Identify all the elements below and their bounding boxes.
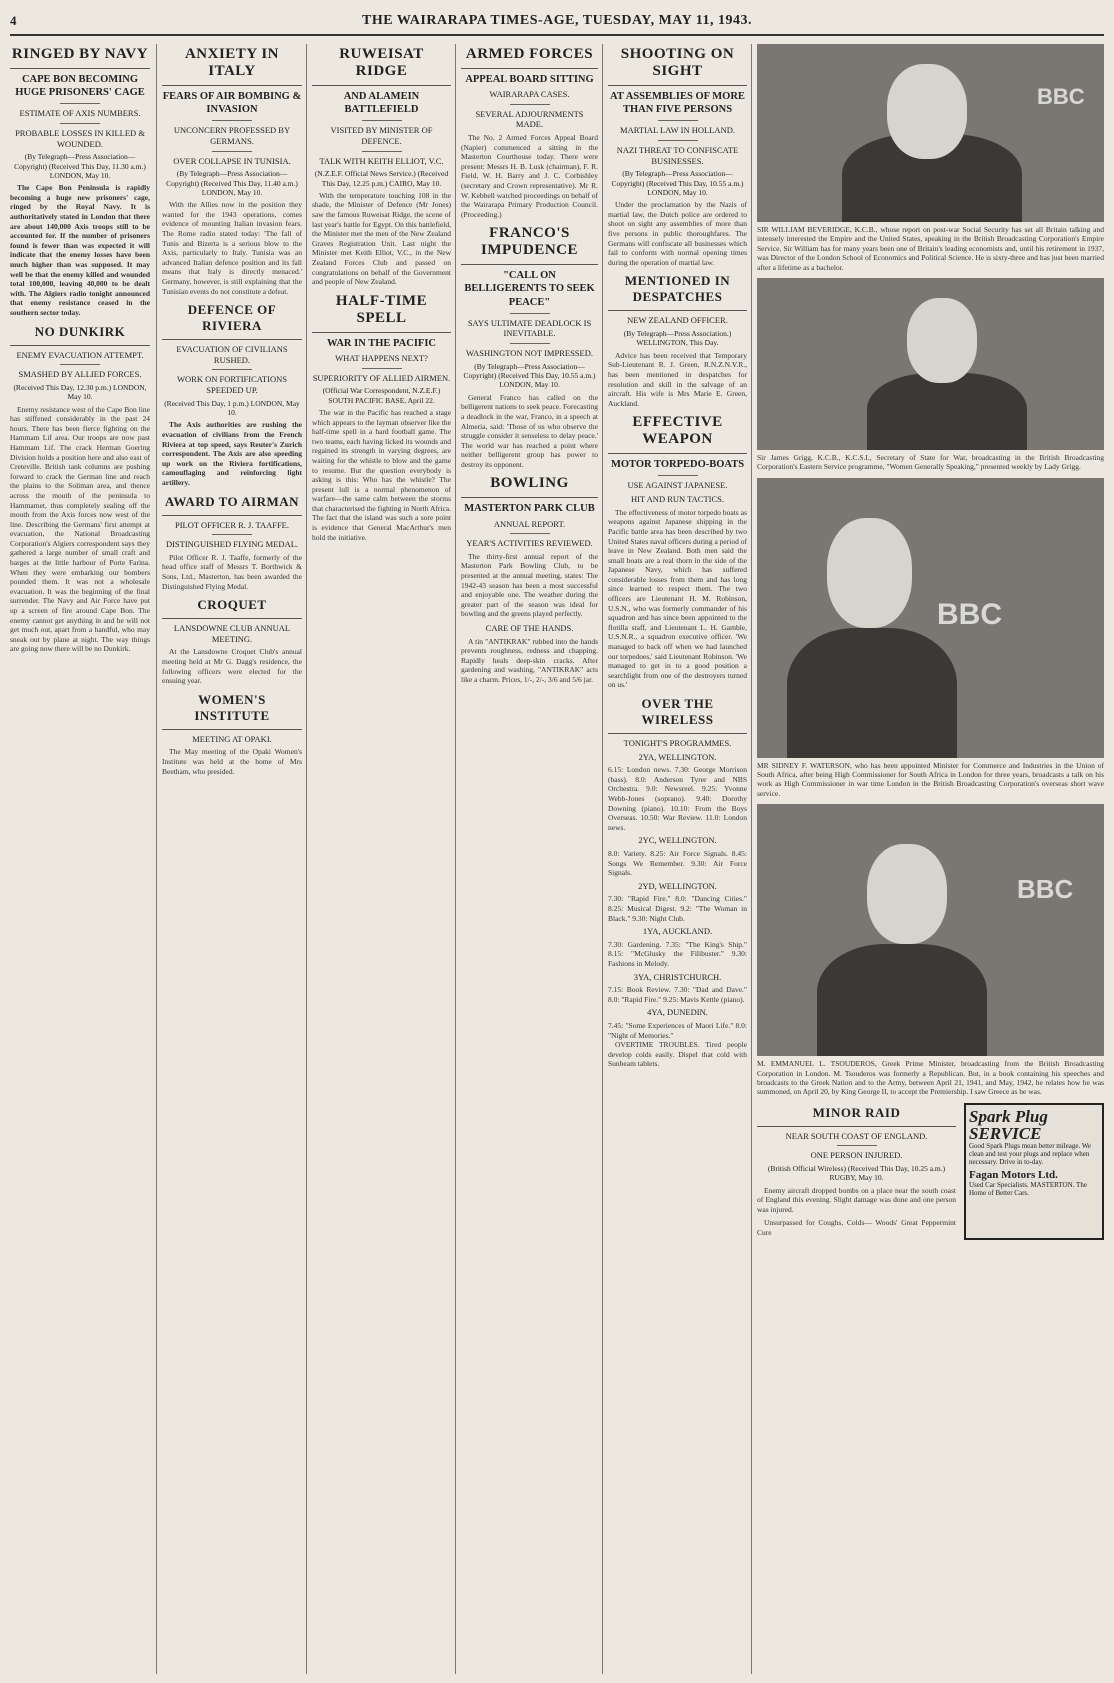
article-body: The thirty-first annual report of the Masterton Park Bowling Club, to be presented at the annual meeting, states: The 1942-43 season has been a most successful and enjoyable one. The weather during the greater part of the season was ideal for bowling and the greens played perfectly. [461,551,598,619]
article-minor-raid [757,1103,956,1240]
headline: AWARD TO AIRMAN [162,492,302,516]
dateline: (Official War Correspondent, N.Z.E.F.) SOUTH PACIFIC BASE, April 22. [322,386,441,405]
headline: ANXIETY IN ITALY [162,44,302,86]
subheadline: ANNUAL REPORT. [493,518,566,529]
ad-company: Fagan Motors Ltd. [969,1168,1058,1181]
subheadline: PROBABLE LOSSES IN KILLED & WOUNDED. [15,127,145,149]
photo-caption: MR SIDNEY F. WATERSON, who has been appointed Minister for Commerce and Industries in the Union of South Africa, after being High Commissioner for South Africa in London for three years, broadcasts a talk on his work as High Commissioner in war time London in the British Broadcasting Corporation's overseas short wave service. [757,760,1104,798]
column-1 [10,44,150,1674]
article-shooting-on-sight [608,44,747,267]
photo-caption: SIR WILLIAM BEVERIDGE, K.C.B., whose report on post-war Social Security has set all Britain talking and intensely interested the Empire and the United States, speaking in the British Broadcasting Corporation's Empire Service. Sir William has for many years been one of Britain's leading economists and, until his retirement in 1937, was Director of the London School of Economics and Political Science. He is sixty-three and has just been married after a lifetime as a bachelor. [757,225,1104,272]
radio-station: 2YC, WELLINGTON. [638,835,717,846]
headline: ARMED FORCES [461,44,598,69]
article-award-to-airman [162,492,302,592]
headline: HALF-TIME SPELL [312,291,451,333]
article-body: General Franco has called on the belligerent nations to seek peace. Forecasting a deadlock in the war, Franco, in a speech at Almeria, said: 'Those of us who observe the struggle consider it senseless to delay peace.' The world war has reached a point where neither belligerent group has power to destroy its opponent. [461,392,598,469]
subheadline: OVER COLLAPSE IN TUNISIA. [173,155,291,166]
subheadline: SEVERAL ADJOURNMENTS MADE. [475,108,584,130]
subheadline: VISITED BY MINISTER OF DEFENCE. [330,125,433,146]
subheadline: SAYS ULTIMATE DEADLOCK IS INEVITABLE. [467,317,592,339]
column-5 [608,44,747,1674]
subheadline: UNCONCERN PROFESSED BY GERMANS. [173,125,291,146]
dateline: (By Telegraph—Press Association—Copyright) (Received This Day, 11.40 a.m.) LONDON, May 10. [166,169,298,197]
subheadline: AT ASSEMBLIES OF MORE THAN FIVE PERSONS [610,91,745,116]
ad-text: Good Spark Plugs mean better mileage. We clean and test your plugs and replace when necessary. Drive in to-day. [969,1141,1091,1167]
subheadline: MARTIAL LAW IN HOLLAND. [620,125,735,136]
radio-programme: 7.45: "Some Experiences of Maori Life." 8.0: "Night of Memories." [608,1021,747,1040]
headline: RUWEISAT RIDGE [312,44,451,86]
subheadline: DISTINGUISHED FLYING MEDAL. [165,539,299,550]
newspaper-title: THE WAIRARAPA TIMES-AGE, TUESDAY, MAY 11, 1943. [362,13,752,28]
radio-station: 2YD, WELLINGTON. [638,880,717,891]
article-body: At the Lansdowne Croquet Club's annual meeting held at Mr G. Dagg's residence, the following officers were elected for the ensuing year. [162,647,302,686]
radio-programme: 7.30: Gardening. 7.35: "The King's Ship." 8.15: "McGlusky the Filibuster." 9.30: Fashions in Melody. [608,939,747,969]
dateline: (By Telegraph—Press Association—Copyright) (Received This Day, 10.55 a.m.) LONDON, May 10. [611,169,744,197]
fagan-motors-advertisement [964,1103,1104,1240]
ad-tagline: Used Car Specialists. MASTERTON. The Home of Better Cars. [969,1180,1087,1198]
subheadline: FEARS OF AIR BOMBING & INVASION [162,91,302,116]
radio-station: 3YA, CHRISTCHURCH. [633,971,722,982]
article-no-dunkirk [10,322,150,654]
headline: SHOOTING ON SIGHT [608,44,747,86]
subheadline: APPEAL BOARD SITTING [465,74,594,85]
subheadline: MASTERTON PARK CLUB [464,503,595,515]
page-number: 4 [10,13,17,28]
dateline: (By Telegraph—Press Association—Copyright) (Received This Day, 10.55 a.m.) LONDON, May 10. [463,361,596,390]
column-3 [312,44,451,1674]
subheadline: EVACUATION OF CIVILIANS RUSHED. [176,344,288,365]
photo-grigg [757,278,1104,450]
column-6 [757,44,1104,1674]
column-4 [461,44,598,1674]
bbc-logo: BBC [1017,874,1074,905]
subheadline: TONIGHT'S PROGRAMMES. [623,738,732,748]
subheadline: AND ALAMEIN BATTLEFIELD [343,91,420,116]
article-armed-forces [461,44,598,219]
subheadline: SMASHED BY ALLIED FORCES. [18,369,142,380]
subheadline: NAZI THREAT TO CONFISCATE BUSINESSES. [616,144,739,166]
radio-station: 2YA, WELLINGTON. [638,751,717,762]
article-body: Under the proclamation by the Nazis of martial law, the Dutch police are ordered to shoot on sight any assemblies of more than five persons in public thoroughfares. The Germans will confiscate all businesses which fail to conform with normal opening times during the operation of martial law. [608,200,747,267]
radio-station: 4YA, DUNEDIN. [647,1007,708,1018]
subheadline: NEAR SOUTH COAST OF ENGLAND. [785,1130,928,1141]
article-body: The Cape Bon Peninsula is rapidly becoming a huge new prisoners' cage, ringed by the Royal Navy. It is authoritatively stated in London that there are about 140,000 Axis troops still to be accounted for. If the number of prisoners found is fewer than was expected it will indicate that the enemy losses have been much higher than was supposed. It may well be that the enemy killed and wounded total 100,000, leaving 40,000 to be dealt with. The Algiers radio tonight announced that enemy resistance ceased in the southern sector today. [10,183,150,317]
masthead [10,8,1104,36]
radio-programme: 8.0: Variety. 8.25: Air Force Signals. 8.45: Songs We Remember. 9.30: Air Force Signals. [608,849,747,878]
subheadline: WAR IN THE PACIFIC [327,337,436,349]
headline: CROQUET [162,595,302,619]
subheadline: HIT AND RUN TACTICS. [631,494,724,505]
photo-beveridge [757,44,1104,222]
column-2 [162,44,302,1674]
photo-waterson [757,478,1104,758]
photo-tsouderos [757,804,1104,1056]
subheadline: WORK ON FORTIFICATIONS SPEEDED UP. [177,374,287,396]
headline: EFFECTIVE WEAPON [608,412,747,454]
bbc-logo: BBC [1037,84,1085,109]
subheadline: ENEMY EVACUATION ATTEMPT. [16,349,144,360]
radio-programme-list [608,752,747,1041]
article-body: With the temperature touching 108 in the shade, the Minister of Defence (Mr Jones) saw the famous Ruweisat Ridge, the scene of last year's battle for Egypt. On this battlefield, the Minister met the men of the New Zealand Graves Registration Unit. Last night the Minister met Keith Elliot, V.C., in the New Zealand Forces Club and passed on congratulations on behalf of the Government and people of New Zealand. [312,190,451,287]
radio-programme: 6.15: London news. 7.30: George Morrison (bass). 8.0: Anderson Tyrer and NBS Orchestra. 9.0: Newsreel. 9.25: Yvonne Webb-Jones (soprano). 9.40: Dorothy Downing (piano). 10.10: From the Boys Overseas. 10.50: War Review. 11.0: London news. [608,765,747,832]
headline: OVER THE WIRELESS [608,694,747,734]
article-body: The Axis authorities are rushing the evacuation of civilians from the French Riviera at top speed, says Reuter's Zurich correspondent. The Axis are also speeding up work on the Riviera fortifications, camouflaging and reinforcing light artillery. [162,420,302,487]
ad-brand: Spark Plug SERVICE [969,1106,1048,1143]
subheadline: WASHINGTON NOT IMPRESSED. [466,347,593,358]
dateline: (British Official Wireless) (Received This Day, 10.25 a.m.) RUGBY, May 10. [767,1163,946,1183]
subheadline: WHAT HAPPENS NEXT? [335,352,428,363]
article-francos-impudence [461,223,598,469]
article-body: The No. 2 Armed Forces Appeal Board (Napier) commenced a sitting in the Masterton Courthouse today. There were present: Messrs H. B. Lusk (chairman), F. R. Field, W. H. Barry and J. C. Corbishley (secretary and Crown representative). Mr R. W. Kebbell watched proceedings on behalf of the Wairarapa Primary Production Council. (Proceeding.) [461,133,598,219]
headline: DEFENCE OF RIVIERA [162,300,302,340]
article-bowling [461,473,598,619]
headline: MENTIONED IN DESPATCHES [608,271,747,311]
article-defence-of-riviera [162,300,302,487]
subheadline: WAIRARAPA CASES. [489,89,570,100]
subheadline: LANSDOWNE CLUB ANNUAL MEETING. [173,623,291,644]
antikrak-advertisement [461,623,598,685]
headline: FRANCO'S IMPUDENCE [461,223,598,265]
subheadline: MOTOR TORPEDO-BOATS [610,459,745,471]
subheadline: YEAR'S ACTIVITIES REVIEWED. [466,538,593,549]
article-ruweisat-ridge [312,44,451,287]
dateline: (By Telegraph—Press Association.) WELLINGTON, This Day. [623,329,732,348]
headline: MINOR RAID [757,1103,956,1127]
article-mentioned-in-despatches [608,271,747,408]
ad-body: OVERTIME TROUBLES. Tired people develop colds easily. Dispel that cold with Sunbeam tablets. [608,1040,747,1069]
article-womens-institute [162,690,302,776]
article-effective-weapon [608,412,747,690]
subheadline: NEW ZEALAND OFFICER. [627,315,728,326]
dateline: (Received This Day, 12.30 p.m.) LONDON, May 10. [13,382,147,402]
article-body: Enemy aircraft dropped bombs on a place near the south coast of England this evening. Slight damage was done and one person was injured. [757,1185,956,1214]
article-body: The May meeting of the Opaki Women's Institute was held at the home of Mrs Beetham, who presided. [162,747,302,776]
ad-body: A tin "ANTIKRAK" rubbed into the hands prevents roughness, redness and chapping. Rapidly heals deep-skin cracks. After gardening and washing, "ANTIKRAK" acts like a charm. Prices, 1/-, 2/-, 3/6 and 5/6 jar. [461,636,598,684]
radio-station: 1YA, AUCKLAND. [642,926,713,937]
bbc-logo: BBC [937,597,1002,631]
subheadline: SUPERIORITY OF ALLIED AIRMEN. [312,372,451,383]
subheadline: TALK WITH KEITH ELLIOT, V.C. [319,155,444,166]
dateline: (By Telegraph—Press Association—Copyright) (Received This Day, 11.30 a.m.) LONDON, May 10. [14,152,146,180]
dateline: (Received This Day, 1 p.m.) LONDON, May 10. [164,398,300,418]
headline: RINGED BY NAVY [10,44,150,69]
article-body: Enemy resistance west of the Cape Bon line has stiffened considerably in the past 24 hours. There has been fierce fighting on the Hammam Lif area. Our troops are now past Hammam Lif. The crack Herman Goering Division holds a position here and also east of Creteville. British tank columns are pushing forward to crack the German line and reach the plains to the Soliman area, and thence across the mouth of the peninsula to Hammamet, thus completely sealing off the mouth from the Axis forces now west of the line. Describing the Germans' first attempt at evacuation, the National Broadcasting Corporation's Algiers correspondent says they gathered a large number of small craft and barges at the little harbour of Porte Farina. When they were embarking our bombers pounded them. It was not a wholesale evacuation. It was the beginning of the final surrender. The Navy and Air Force have put up a screen of fire around Cape Bon. The enemy cannot get anything in and he will not get much out, apart from a handful, who may sneak out by plane at night. The way things are going now there will be no Dunkirk. [10,404,150,654]
radio-programme: 7.30: "Rapid Fire." 8.0: "Dancing Cities." 8.25: Musical Digest. 9.2: "The Woman in Black." 9.30: Night Club. [608,894,747,923]
headline: WOMEN'S INSTITUTE [162,690,302,730]
article-body: Advice has been received that Temporary Sub-Lieutenant R. J. Green, R.N.Z.N.V.R., has been mentioned in despatches for resolution and skill in the salvage of an aircraft. His wife is Mrs Marie E. Green, Auckland. [608,350,747,408]
dateline: (N.Z.E.F. Official News Service.) (Received This Day, 12.25 p.m.) CAIRO, May 10. [314,169,449,188]
radio-programme: 7.15: Book Review. 7.30: "Dad and Dave." 8.0: "Rapid Fire." 9.25: Mavis Kettle (piano). [608,985,747,1004]
article-half-time-spell [312,291,451,542]
subheadline: CAPE BON BECOMING HUGE PRISONERS' CAGE [15,74,145,99]
subheadline: USE AGAINST JAPANESE. [627,480,728,491]
article-body: The war in the Pacific has reached a stage which appears to the layman observer like the half-time spell in a hard football game. The two teams, each having licked its wounds and regained its strength in varying degrees, are waiting for the whistle to blow and the game to resume. But the question everybody is asking is this: Who has the whistle? The present lull is a normal phenomenon of warfare—the same calm between the storms that characterised the fighting in North Africa. The fact that the island was such a sore point is evidence that General MacArthur's men hold the initiative. [312,407,451,542]
article-over-the-wireless [608,694,747,1069]
subheadline: "CALL ON BELLIGERENTS TO SEEK PEACE" [464,270,595,308]
headline: BOWLING [461,473,598,498]
article-anxiety-in-italy [162,44,302,296]
photo-caption: Sir James Grigg, K.C.B., K.C.S.I., Secretary of State for War, broadcasting in the British Broadcasting Corporation's Eastern Service programme, "Women Generally Speaking," presented weekly by Lady Grigg. [757,452,1104,472]
subheadline: ESTIMATE OF AXIS NUMBERS. [19,108,141,119]
headline: NO DUNKIRK [10,322,150,346]
subheadline: PILOT OFFICER R. J. TAAFFE. [174,519,289,530]
photo-caption: M. EMMANUEL L. TSOUDEROS, Greek Prime Minister, broadcasting from the British Broadcasting Corporation in London. M. Tsouderos was formerly a Republican. But, in a book containing his speeches and broadcasts to the Greek Nation and to the Army, between April 21, 1941, and May, 1942, he relates how he was summoned, on April 20, by King George II, to accept the Premiership. I saw Greece as he was. [757,1059,1104,1097]
columns [10,44,1104,1674]
ad-body: Unsurpassed for Coughs, Colds— Woods' Great Peppermint Cure [757,1218,956,1237]
subheadline: MEETING AT OPAKI. [192,733,272,744]
article-croquet [162,595,302,686]
ad-title: CARE OF THE HANDS. [485,623,574,633]
article-ringed-by-navy [10,44,150,318]
subheadline: ONE PERSON INJURED. [810,1150,903,1161]
article-body: With the Allies now in the position they wanted for the 1943 operations, comes evidence of mounting Italian invasion fears. The Rome radio stated today: 'The fall of Tunis and Bizerta is a serious blow to the Axis, particularly to Italy. Tunisia was an advanced Italian defence position and its fall means that Italy is directly menaced.' Germany, however, is still explaining that the Tunisian events do not constitute a defeat. [162,200,302,296]
article-body: Pilot Officer R. J. Taaffe, formerly of the head office staff of Messrs T. Borthwick & Sons, Ltd., Masterton, has been awarded the Distinguished Flying Medal. [162,552,302,591]
article-body: The effectiveness of motor torpedo boats as weapons against Japanese shipping in the Pacific battle area has been described by two United States naval officers during a period of leave in New Zealand. Both men said the small boats are a real thorn in the side of the Japanese Navy, which has suffered considerable losses from them and has long since learned to respect them. The two officers are Lieutenant H. M. Robinson, U.S.N., who was formerly commander of his squadron and has since been appointed to the flotilla staff, and Lieutenant L. H. Gamble, U.S.N.R., a squadron executive officer. 'We managed to back off when we had launched our torpedoes,' said Lieutenant Robinson. 'We managed to get in to a good position a searchlight from one of the destroyers turned on us.' [608,507,747,690]
